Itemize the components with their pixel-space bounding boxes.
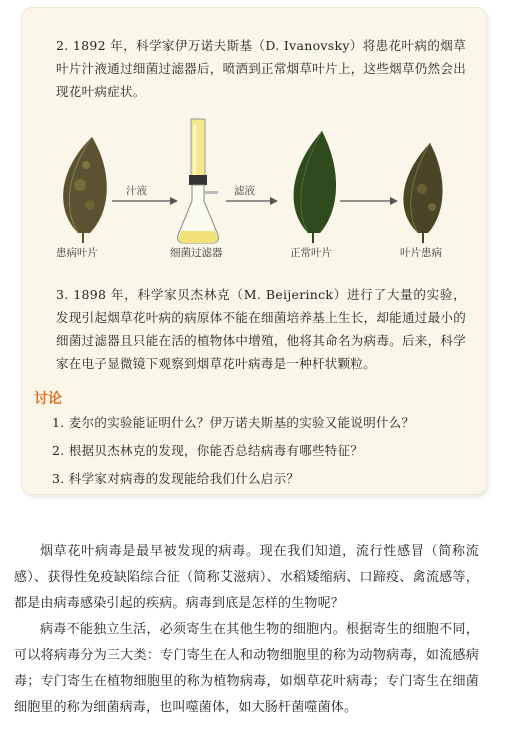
body-paragraph-2: 病毒不能独立生活，必须寄生在其他生物的细胞内。根据寄生的细胞不同，可以将病毒分为三大类：专门寄生在人和动物细胞里的称为动物病毒，如流感病毒；专门寄生在植物细胞里的称为植物病毒，如烟草花叶病毒；专门寄生在细菌细胞里的称为细菌病毒，也叫噬菌体，如大肠杆菌噬菌体。	[14, 622, 479, 715]
experiment-paragraph-3: 3. 1898 年，科学家贝杰林克（M. Beijerinck）进行了大量的实验，发现引起烟草花叶病的病原体不能在细菌培养基上生长，却能通过最小的细菌过滤器且只能在活的植物体中增殖，他将其命名为病毒。后来，科学家在电子显微镜下观察到烟草花叶病毒是一种杆状颗粒。	[56, 287, 466, 371]
arrow-2	[226, 197, 278, 205]
discussion-title: 讨论	[34, 391, 62, 407]
caption-diseased-leaf: 患病叶片	[56, 247, 98, 259]
body-paragraph-1: 烟草花叶病毒是最早被发现的病毒。现在我们知道，流行性感冒（简称流感）、获得性免疫缺陷综合征（简称艾滋病）、水稻矮缩病、口蹄疫、禽流感等，都是由病毒感染引起的疾病。病毒到底是怎样的生物呢？	[14, 544, 479, 611]
caption-infected-leaf: 叶片患病	[400, 247, 442, 259]
arrow-label-filtrate: 滤液	[234, 185, 255, 197]
arrow-1	[112, 197, 178, 205]
caption-healthy-leaf: 正常叶片	[290, 247, 332, 259]
arrow-3	[340, 197, 398, 205]
diseased-leaf-icon	[63, 137, 107, 243]
infected-leaf-icon	[403, 143, 442, 243]
filter-experiment-diagram	[50, 115, 470, 265]
discussion-question-3: 3. 科学家对病毒的发现能给我们什么启示？	[52, 471, 300, 486]
healthy-leaf-icon	[294, 131, 336, 243]
diagram-svg	[50, 115, 470, 265]
discussion-question-2: 2. 根据贝杰林克的发现，你能否总结病毒有哪些特征？	[52, 443, 364, 458]
caption-bacterial-filter: 细菌过滤器	[170, 247, 223, 259]
bacterial-filter-icon	[178, 119, 219, 243]
arrow-label-sap: 汁液	[126, 185, 147, 197]
experiment-paragraph-2: 2. 1892 年，科学家伊万诺夫斯基（D. Ivanovsky）将患花叶病的烟草叶片汁液通过细菌过滤器后，喷洒到正常烟草叶片上，这些烟草仍然会出现花叶病症状。	[56, 38, 466, 99]
discussion-question-1: 1. 麦尔的实验能证明什么？伊万诺夫斯基的实验又能说明什么？	[52, 415, 415, 430]
